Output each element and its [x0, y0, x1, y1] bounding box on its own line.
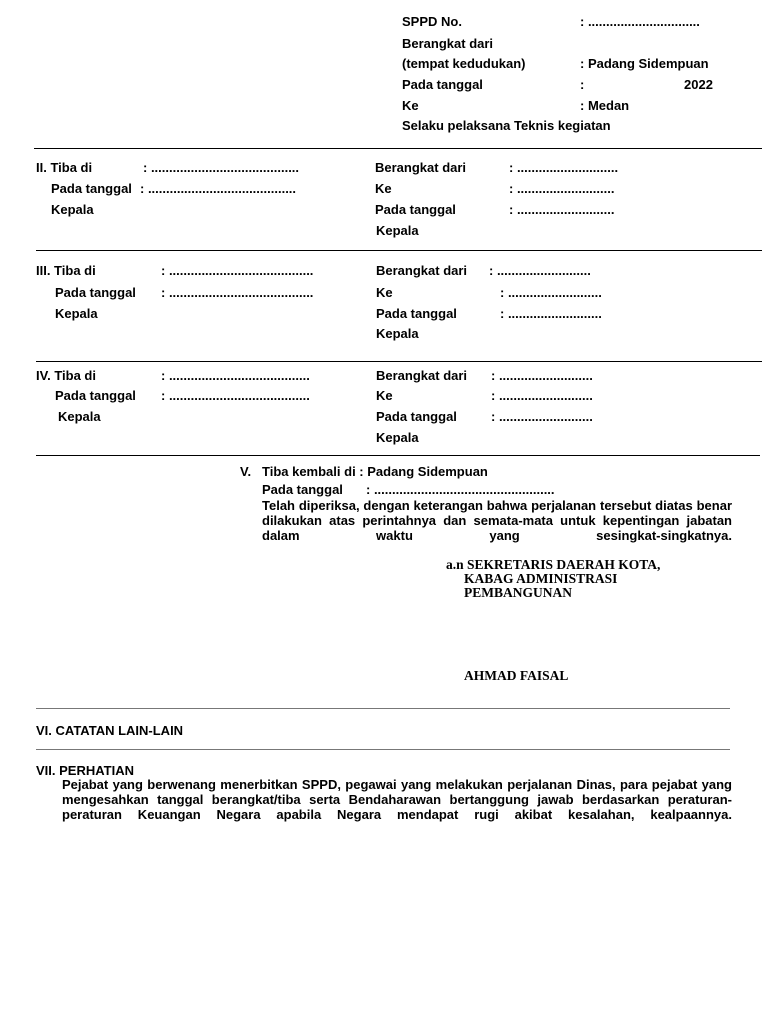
ke-label: Ke	[402, 98, 419, 113]
signer-name: AHMAD FAISAL	[464, 668, 569, 683]
sign-line-1: a.n SEKRETARIS DAERAH KOTA,	[446, 557, 661, 572]
s2-berangkat-value: : ............................	[509, 160, 619, 175]
ke-value: : Medan	[580, 98, 630, 113]
divider-3	[36, 361, 762, 362]
s5-paragraph: Telah diperiksa, dengan keterangan bahwa perjalanan tersebut diatas benar dilakukan atas perintahnya dan semata-mata untuk kepentingan jabatan dalam waktu yang sesingkat-singkatnya.	[262, 498, 732, 543]
s3-tiba-value: : ........................................	[161, 263, 314, 278]
s2-tanggal-value: : .........................................	[140, 181, 297, 196]
s2-r-tanggal-label: Pada tanggal	[375, 202, 456, 217]
s4-tiba-value: : .......................................	[161, 368, 310, 383]
sign-line-2: KABAG ADMINISTRASI	[464, 571, 618, 586]
divider-2	[36, 250, 762, 251]
s4-tanggal-value: : .......................................	[161, 388, 310, 403]
s5-tanggal-label: Pada tanggal	[262, 482, 343, 497]
s3-berangkat-label: Berangkat dari	[376, 263, 468, 278]
divider-6	[36, 749, 730, 750]
s3-r-tanggal-value: : ..........................	[500, 306, 602, 321]
divider-1	[34, 148, 762, 149]
s7-title: VII. PERHATIAN	[36, 763, 134, 778]
s2-berangkat-label: Berangkat dari	[375, 160, 467, 175]
s4-tanggal-label: Pada tanggal	[55, 388, 136, 403]
s4-tiba-label: IV. Tiba di	[36, 368, 96, 383]
pada-tanggal-year: 2022	[684, 77, 713, 92]
s2-r-kepala: Kepala	[376, 223, 419, 238]
s2-kepala: Kepala	[51, 202, 94, 217]
s2-ke-value: : ...........................	[509, 181, 615, 196]
s3-r-kepala: Kepala	[376, 326, 419, 341]
tempat-kedudukan-value: : Padang Sidempuan	[580, 56, 709, 71]
tempat-kedudukan-label: (tempat kedudukan)	[402, 56, 526, 71]
s4-r-tanggal-value: : ..........................	[491, 409, 593, 424]
s4-r-kepala: Kepala	[376, 430, 419, 445]
s3-tiba-label: III. Tiba di	[36, 263, 96, 278]
s2-r-tanggal-value: : ...........................	[509, 202, 615, 217]
sppd-no-label: SPPD No.	[402, 14, 462, 29]
sppd-no-value: : ...............................	[580, 14, 700, 29]
s4-kepala: Kepala	[58, 409, 101, 424]
selaku-text: Selaku pelaksana Teknis kegiatan	[402, 118, 611, 133]
s3-r-tanggal-label: Pada tanggal	[376, 306, 457, 321]
s3-ke-label: Ke	[376, 285, 393, 300]
s3-tanggal-value: : ........................................	[161, 285, 314, 300]
s4-ke-label: Ke	[376, 388, 393, 403]
pada-tanggal-label: Pada tanggal	[402, 77, 483, 92]
s4-berangkat-label: Berangkat dari	[376, 368, 468, 383]
s2-ke-label: Ke	[375, 181, 392, 196]
sign-line-3: PEMBANGUNAN	[464, 585, 572, 600]
s3-berangkat-value: : ..........................	[489, 263, 591, 278]
s3-tanggal-label: Pada tanggal	[55, 285, 136, 300]
s4-ke-value: : ..........................	[491, 388, 593, 403]
s4-r-tanggal-label: Pada tanggal	[376, 409, 457, 424]
s2-tanggal-label: Pada tanggal	[51, 181, 132, 196]
pada-tanggal-colon: :	[580, 77, 585, 92]
divider-4	[36, 455, 760, 456]
s4-berangkat-value: : ..........................	[491, 368, 593, 383]
berangkat-dari-label: Berangkat dari	[402, 36, 494, 51]
s6-title: VI. CATATAN LAIN-LAIN	[36, 723, 184, 738]
divider-5	[36, 708, 730, 709]
s2-tiba-value: : .........................................	[143, 160, 300, 175]
s3-ke-value: : ..........................	[500, 285, 602, 300]
s2-tiba-label: II. Tiba di	[36, 160, 93, 175]
s7-paragraph: Pejabat yang berwenang menerbitkan SPPD, pegawai yang melakukan perjalanan Dinas, para pejabat yang mengesahkan tanggal berangkat/tiba serta Bendaharawan bertanggung jawab berdasarkan peraturan-peraturan Keuangan Negara apabila Negara mendapat rugi akibat kesalahan, kealpaannya.	[62, 777, 732, 822]
s3-kepala: Kepala	[55, 306, 98, 321]
s5-tanggal-value: : ..................................................	[366, 482, 555, 497]
s5-numeral: V.	[240, 464, 252, 479]
s5-tiba-kembali: Tiba kembali di : Padang Sidempuan	[262, 464, 488, 479]
